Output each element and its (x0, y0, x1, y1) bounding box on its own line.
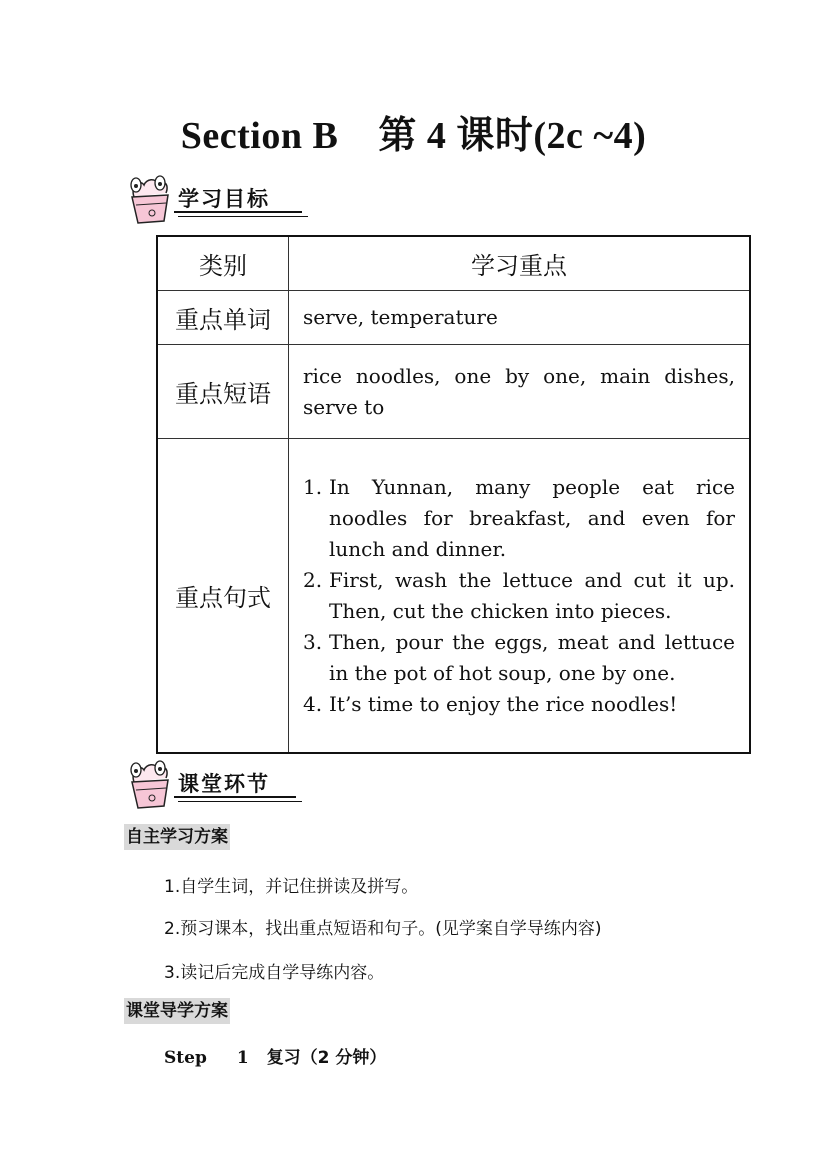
title-section: Section B (180, 115, 339, 157)
class-heading (122, 760, 312, 812)
mascot-icon (122, 175, 178, 227)
header-focus: 学习重点 (289, 236, 751, 291)
sentence-list (303, 472, 735, 720)
content-cell (289, 439, 751, 754)
self-study-heading: 自主学习方案 (124, 824, 230, 850)
category-cell: 重点短语 (157, 345, 289, 439)
objectives-heading (122, 175, 312, 227)
list-item: 3.读记后完成自学导练内容。 (164, 963, 385, 983)
list-item (303, 472, 735, 565)
class-heading-label: 课堂环节 (178, 772, 270, 796)
page-title (0, 104, 827, 159)
list-number: 1. (303, 474, 323, 499)
heading-underline (174, 211, 302, 213)
sentence-text: Then, pour the eggs, meat and lettuce in the pot of hot soup, one by one. (329, 629, 735, 685)
list-item (303, 627, 735, 689)
guided-heading: 课堂导学方案 (124, 998, 230, 1024)
list-item (303, 689, 735, 720)
heading-underline (174, 796, 296, 798)
table-row (157, 439, 750, 754)
step-number: 1 (236, 1048, 249, 1068)
sentence-text: In Yunnan, many people eat rice noodles for breakfast, and even for lunch and dinner. (329, 474, 735, 561)
list-number: 2. (303, 567, 323, 592)
header-category: 类别 (157, 236, 289, 291)
list-number: 4. (303, 691, 323, 716)
list-number: 3. (303, 629, 323, 654)
list-item: 1.自学生词，并记住拼读及拼写。 (164, 877, 419, 897)
list-item (303, 565, 735, 627)
mascot-icon (122, 760, 178, 812)
list-item: 2.预习课本，找出重点短语和句子。(见学案自学导练内容) (164, 919, 602, 939)
sentence-text: It’s time to enjoy the rice noodles! (329, 691, 678, 716)
table-row (157, 291, 750, 345)
category-cell: 重点单词 (157, 291, 289, 345)
category-cell: 重点句式 (157, 439, 289, 754)
objectives-heading-label: 学习目标 (178, 187, 270, 211)
content-cell: serve, temperature (289, 291, 751, 345)
heading-underline (178, 801, 302, 802)
table-header-row (157, 236, 750, 291)
step-text: 复习（2 分钟） (266, 1048, 387, 1068)
title-lesson: 第 4 课时(2c ~4) (378, 115, 647, 157)
sentence-text: First, wash the lettuce and cut it up. Then, cut the chicken into pieces. (329, 567, 735, 623)
heading-underline (178, 216, 308, 217)
objectives-table (156, 235, 751, 754)
content-cell: rice noodles, one by one, main dishes, serve to (289, 345, 751, 439)
step-word: Step (164, 1048, 207, 1068)
step-line (164, 1043, 386, 1068)
table-row (157, 345, 750, 439)
